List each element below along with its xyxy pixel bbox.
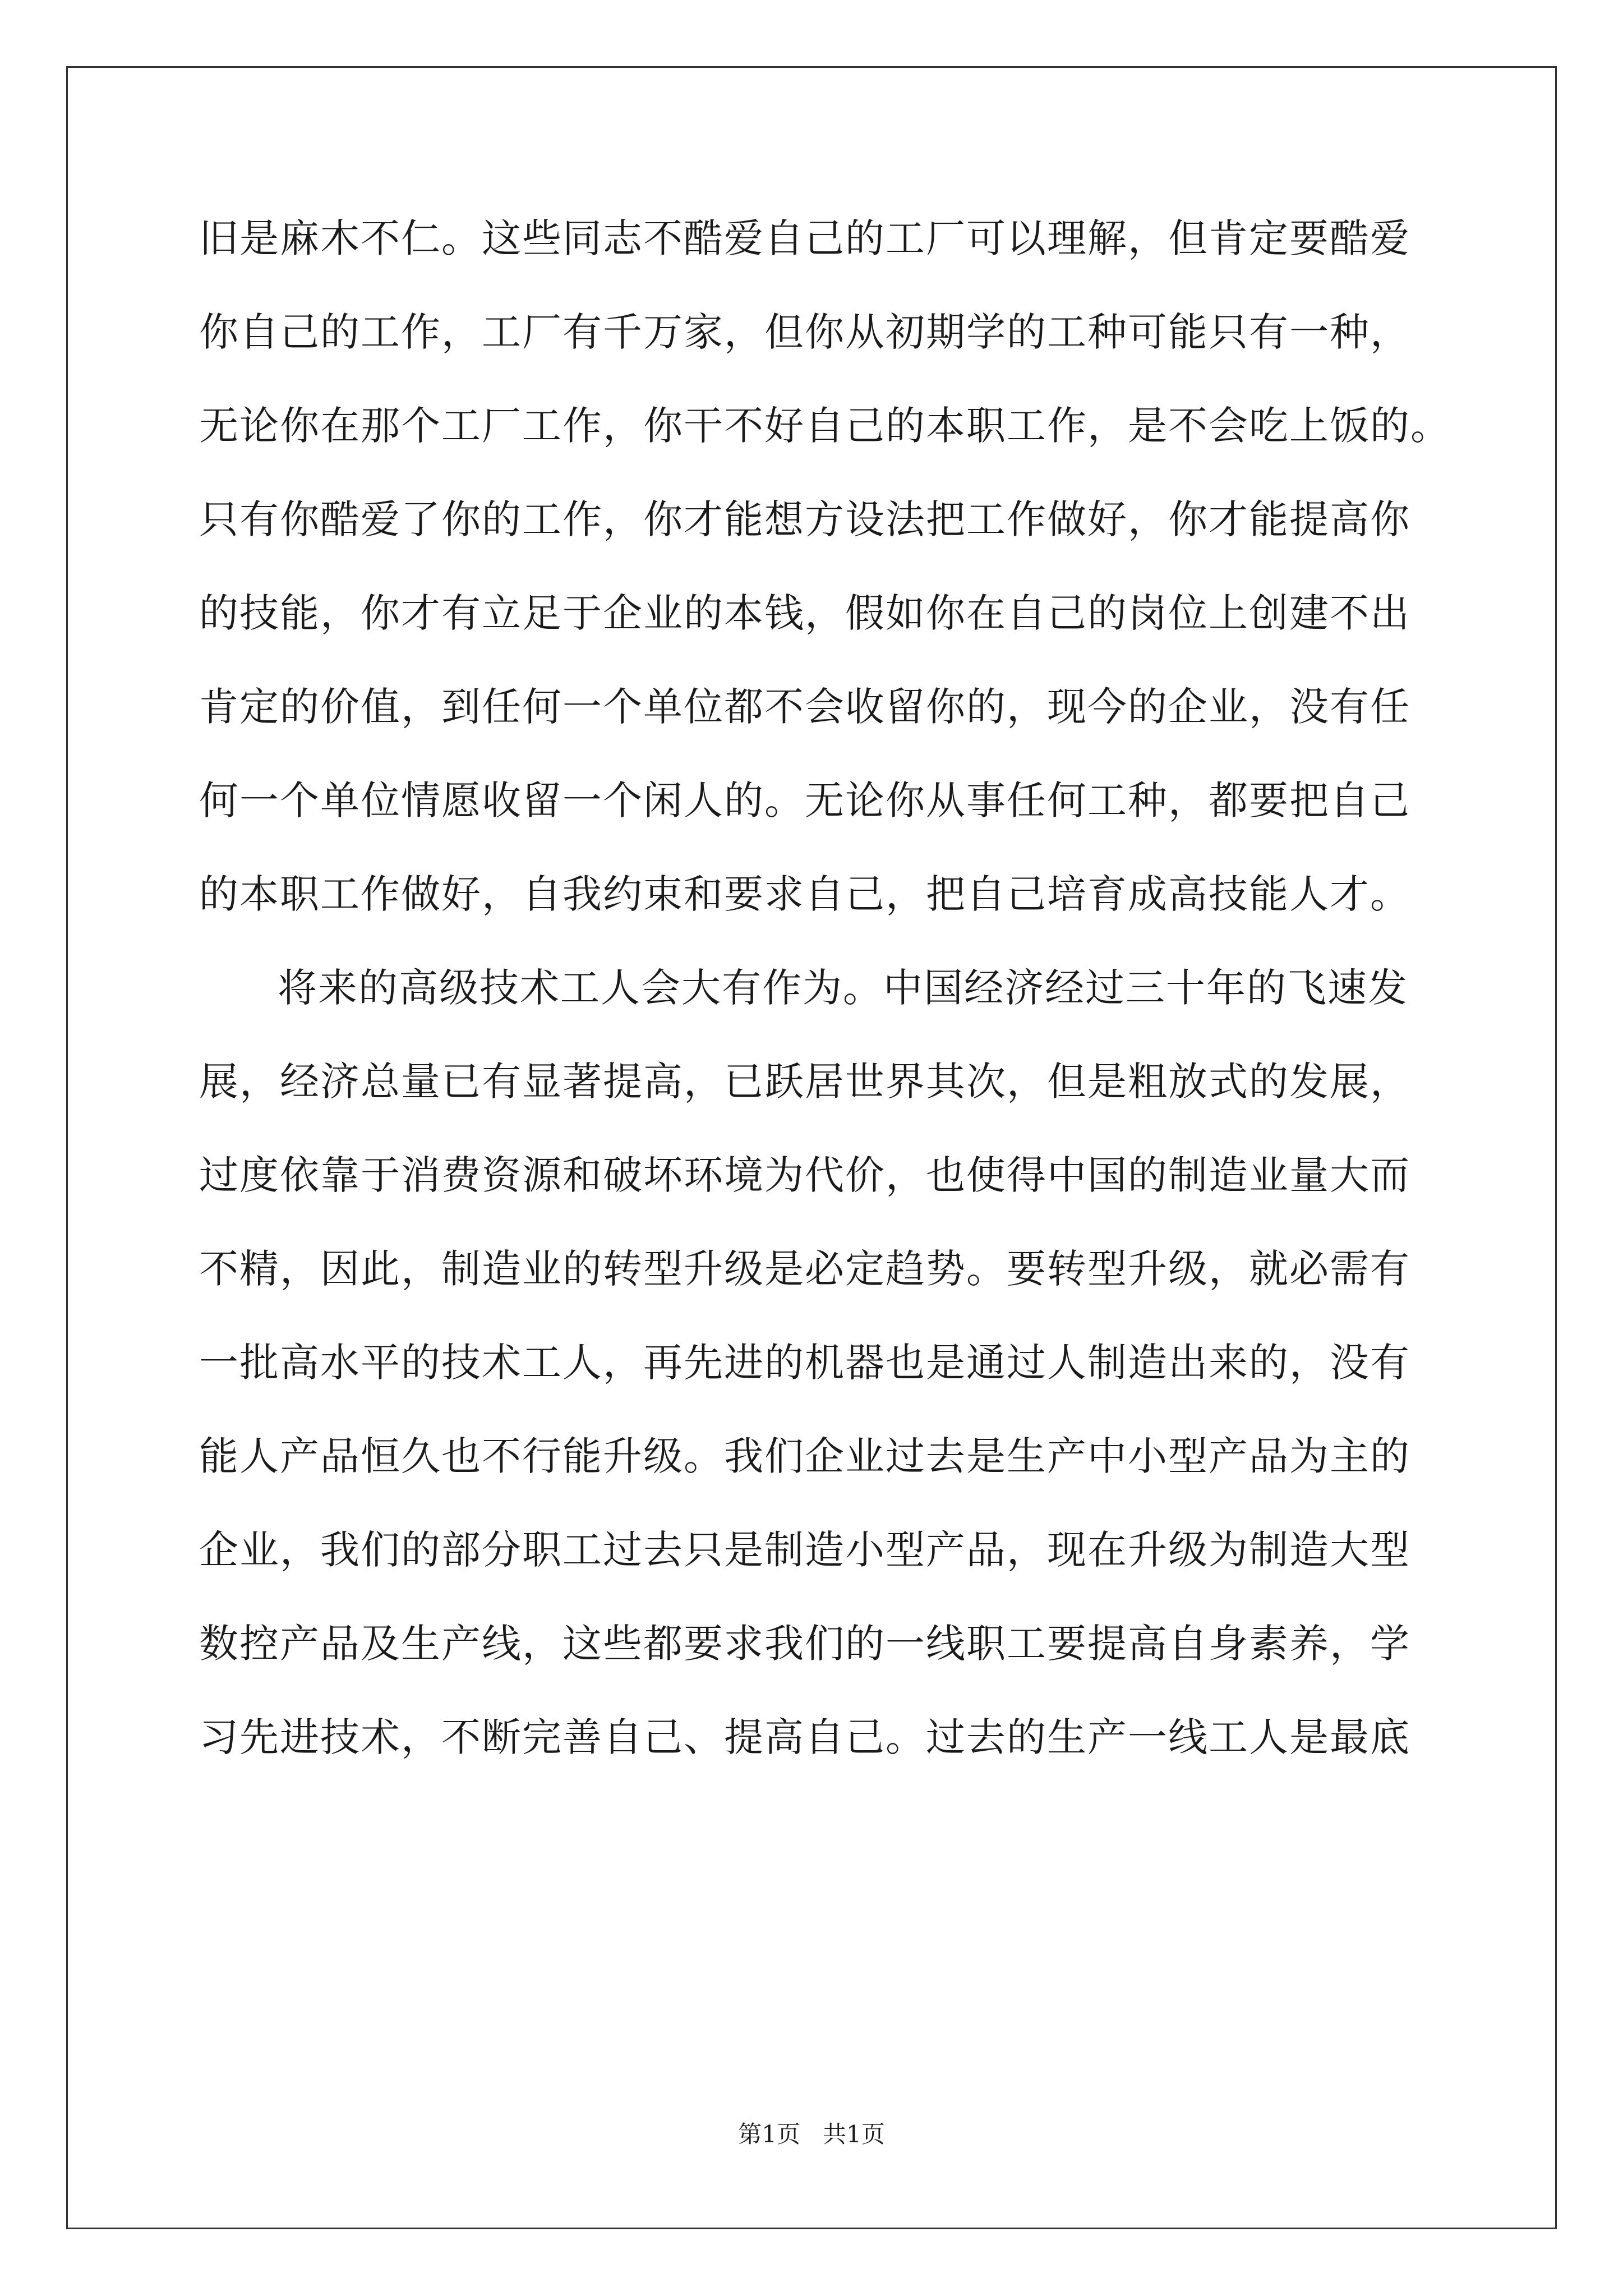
text-line: 的技能，你才有立足于企业的本钱，假如你在自己的岗位上创建不出 xyxy=(199,590,1410,636)
text-line: 肯定的价值，到任何一个单位都不会收留你的，现今的企业，没有任 xyxy=(199,684,1410,730)
text-line: 过度依靠于消费资源和破坏环境为代价，也使得中国的制造业量大而 xyxy=(199,1152,1410,1198)
text-line: 数控产品及生产线，这些都要求我们的一线职工要提高自身素养，学 xyxy=(199,1621,1410,1667)
text-line: 的本职工作做好，自我约束和要求自己，把自己培育成高技能人才。 xyxy=(199,871,1410,917)
text-line: 你自己的工作，工厂有千万家，但你从初期学的工种可能只有一种， xyxy=(199,309,1410,355)
document-body xyxy=(199,210,1451,1803)
text-line: 习先进技术，不断完善自己、提高自己。过去的生产一线工人是最底 xyxy=(199,1714,1410,1760)
text-line: 无论你在那个工厂工作，你干不好自己的本职工作，是不会吃上饭的。 xyxy=(199,403,1451,449)
text-line: 一批高水平的技术工人，再先进的机器也是通过人制造出来的，没有 xyxy=(199,1340,1410,1386)
text-line: 只有你酷爱了你的工作，你才能想方设法把工作做好，你才能提高你 xyxy=(199,496,1410,542)
paragraph-start-line: 将来的高级技术工人会大有作为。中国经济经过三十年的飞速发 xyxy=(278,965,1408,1011)
text-line: 展，经济总量已有显著提高，已跃居世界其次，但是粗放式的发展， xyxy=(199,1059,1410,1105)
text-line: 企业，我们的部分职工过去只是制造小型产品，现在升级为制造大型 xyxy=(199,1527,1410,1573)
text-line: 旧是麻木不仁。这些同志不酷爱自己的工厂可以理解，但肯定要酷爱 xyxy=(199,215,1410,261)
text-line: 能人产品恒久也不行能升级。我们企业过去是生产中小型产品为主的 xyxy=(199,1433,1410,1479)
text-line: 不精，因此，制造业的转型升级是必定趋势。要转型升级，就必需有 xyxy=(199,1246,1410,1292)
page-footer: 第1页 共1页 xyxy=(738,2120,885,2148)
text-line: 何一个单位情愿收留一个闲人的。无论你从事任何工种，都要把自己 xyxy=(199,777,1410,823)
